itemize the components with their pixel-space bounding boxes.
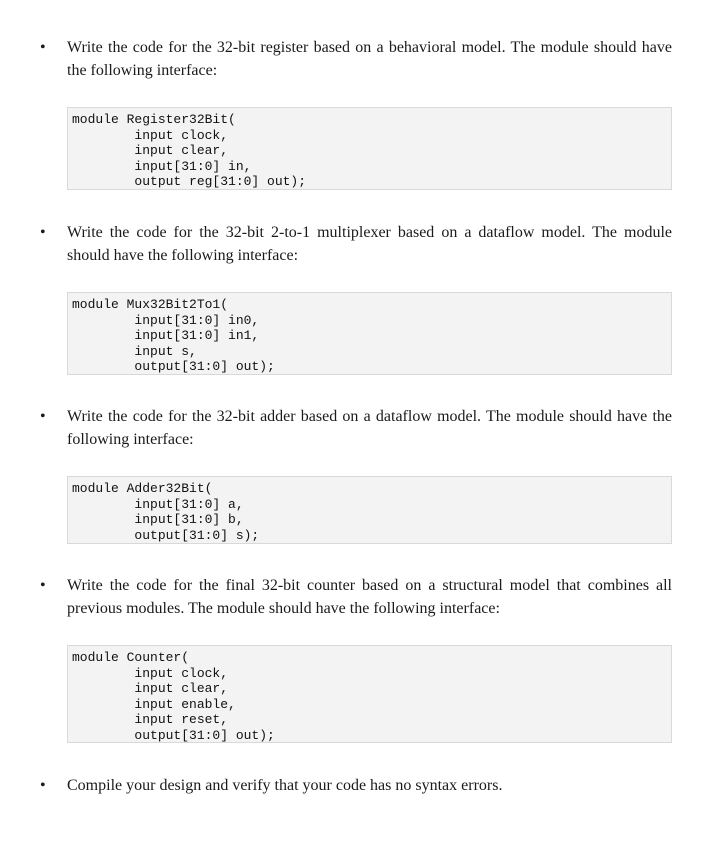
code-block-counter: module Counter( input clock, input clear, input enable, input reset, output[31:0] out); bbox=[67, 645, 672, 743]
instruction-text-register: Write the code for the 32-bit register based on a behavioral model. The module should have the following interface: bbox=[67, 39, 672, 79]
code-block-adder: module Adder32Bit( input[31:0] a, input[31:0] b, output[31:0] s); bbox=[67, 476, 672, 544]
bullet-marker: • bbox=[40, 777, 46, 794]
code-block-register: module Register32Bit( input clock, input clear, input[31:0] in, output reg[31:0] out); bbox=[67, 107, 672, 190]
code-block-mux: module Mux32Bit2To1( input[31:0] in0, input[31:0] in1, input s, output[31:0] out); bbox=[67, 292, 672, 375]
bullet-marker: • bbox=[40, 39, 46, 56]
bullet-marker: • bbox=[40, 408, 46, 425]
bullet-marker: • bbox=[40, 577, 46, 594]
instruction-text-counter: Write the code for the final 32-bit counter based on a structural model that combines all previous modules. The module should have the following interface: bbox=[67, 577, 672, 617]
bullet-marker: • bbox=[40, 224, 46, 241]
instruction-text-mux: Write the code for the 32-bit 2-to-1 multiplexer based on a dataflow model. The module should have the following interface: bbox=[67, 224, 672, 264]
instruction-text-adder: Write the code for the 32-bit adder based on a dataflow model. The module should have the following interface: bbox=[67, 408, 672, 448]
instruction-text-compile: Compile your design and verify that your code has no syntax errors. bbox=[67, 777, 503, 794]
